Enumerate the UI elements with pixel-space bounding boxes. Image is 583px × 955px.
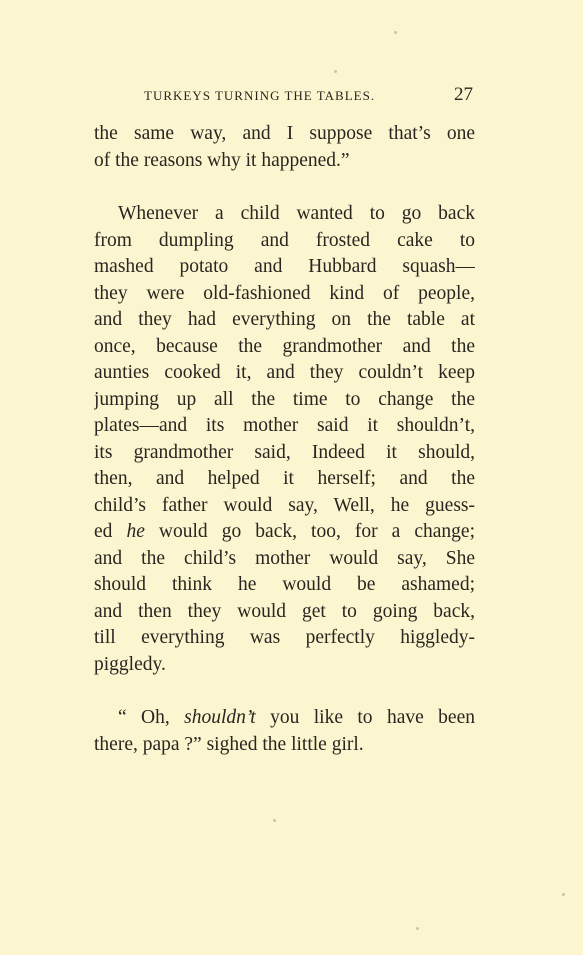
paper-speck — [334, 70, 337, 73]
paragraph-1 — [94, 121, 475, 174]
text-line: jumping up all the time to change the — [94, 388, 475, 410]
text-line: mashed potato and Hubbard squash— — [94, 256, 475, 277]
paragraph-3 — [94, 705, 475, 758]
text-line: then, and helped it herself; and the — [94, 468, 475, 489]
line-segment: you like to have been — [255, 707, 475, 728]
running-head: TURKEYS TURNING THE TABLES. — [144, 88, 376, 103]
text-line: piggledy. — [94, 653, 166, 675]
line-segment: would go back, too, for a change; — [144, 521, 475, 542]
text-line: and they had everything on the table at — [94, 309, 475, 330]
text-line: should think he would be ashamed; — [94, 574, 475, 595]
text-line: of the reasons why it happened.” — [94, 149, 350, 171]
text-line: once, because the grandmother and the — [94, 335, 475, 357]
text-line: plates—and its mother said it shouldn’t, — [94, 415, 475, 436]
text-line: and the child’s mother would say, She — [94, 547, 475, 569]
line-segment: ed — [94, 521, 127, 542]
paper-speck — [273, 819, 276, 822]
paragraph-2 — [94, 201, 475, 678]
paragraph-gap — [94, 678, 475, 705]
italic-word: shouldn’t — [184, 707, 256, 728]
body-text — [94, 121, 475, 758]
text-line: till everything was perfectly higgledy- — [94, 627, 475, 648]
text-line: and then they would get to going back, — [94, 600, 475, 622]
text-line: from dumpling and frosted cake to — [94, 229, 475, 251]
text-line: the same way, and I suppose that’s one — [94, 123, 475, 144]
paragraph-gap — [94, 174, 475, 201]
paper-speck — [416, 927, 419, 930]
text-line: child’s father would say, Well, he guess- — [94, 494, 475, 516]
page-number: 27 — [454, 84, 473, 105]
open-quote: “ Oh, — [118, 707, 185, 728]
text-line: there, papa ?” sighed the little girl. — [94, 733, 364, 755]
text-line: they were old-fashioned kind of people, — [94, 282, 475, 304]
text-line: Whenever a child wanted to go back — [118, 203, 475, 224]
paper-speck — [394, 31, 397, 34]
text-line — [94, 705, 475, 732]
page-header — [94, 84, 475, 108]
text-line — [94, 519, 475, 546]
italic-word: he — [126, 521, 145, 542]
text-line: aunties cooked it, and they couldn’t keep — [94, 362, 475, 383]
paper-speck — [562, 893, 565, 896]
text-line: its grandmother said, Indeed it should, — [94, 441, 475, 463]
